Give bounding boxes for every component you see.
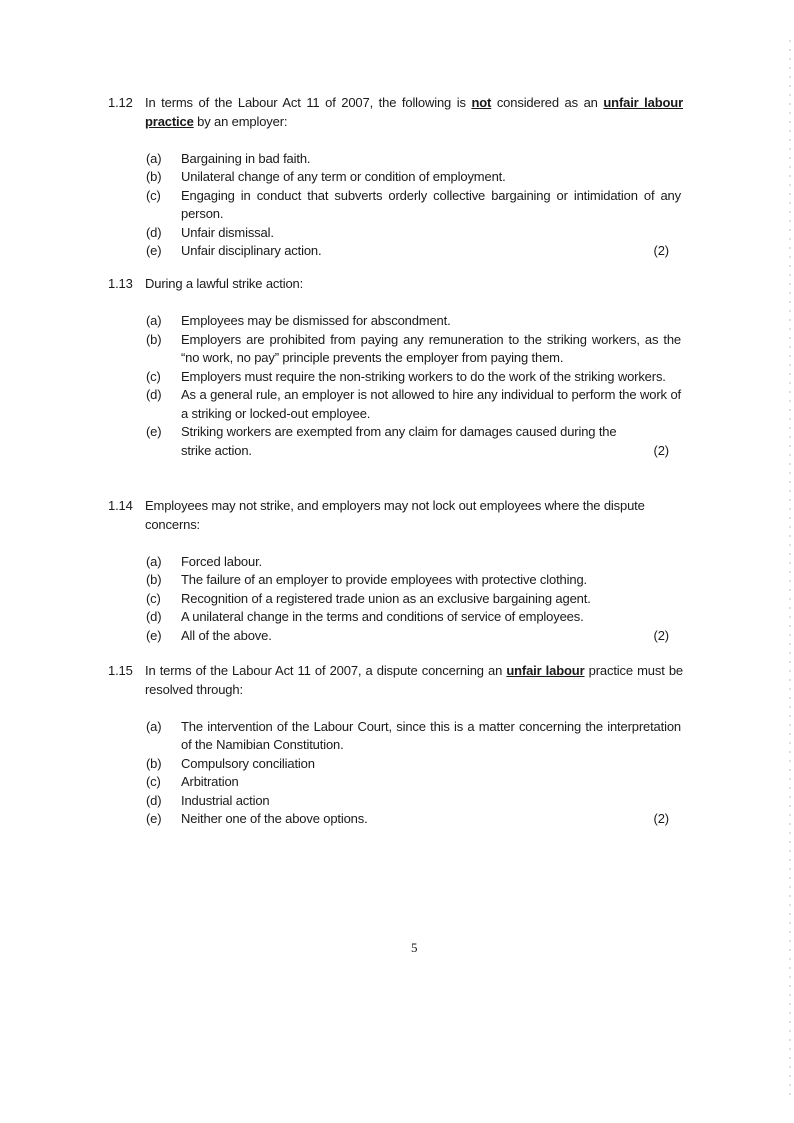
question-1-12 — [108, 94, 683, 261]
option-text: Forced labour. — [181, 553, 263, 569]
option-text: Recognition of a registered trade union as an exclusive bargaining agent. — [181, 590, 591, 606]
option-letter: (c) — [146, 590, 161, 606]
option-b — [146, 755, 683, 774]
option-text: All of the above. — [181, 627, 272, 643]
option-d — [146, 792, 683, 811]
stem-text: by an employer: — [193, 113, 288, 129]
option-text: Industrial action — [181, 792, 270, 808]
option-e — [146, 810, 683, 829]
stem-emphasis: not — [471, 95, 492, 110]
option-letter: (e) — [146, 243, 162, 258]
option-c — [146, 368, 683, 387]
option-letter: (b) — [146, 755, 162, 771]
option-a — [146, 312, 683, 331]
option-letter: (c) — [146, 774, 161, 789]
option-letter: (e) — [146, 627, 162, 643]
option-e — [146, 627, 683, 646]
option-text: Engaging in conduct that subverts orderly collective bargaining or intimidation of any person. — [181, 187, 681, 221]
option-c — [146, 773, 683, 792]
option-text: Bargaining in bad faith. — [181, 150, 311, 166]
option-c — [146, 187, 683, 224]
option-a — [146, 553, 683, 572]
option-text: Arbitration — [181, 774, 239, 789]
question-number: 1.13 — [108, 276, 133, 291]
question-1-13 — [108, 275, 683, 460]
option-letter: (e) — [146, 424, 162, 439]
option-text: As a general rule, an employer is not allowed to hire any individual to perform the work of a striking or locked-out employee. — [181, 387, 681, 421]
option-letter: (d) — [146, 387, 162, 402]
option-a — [146, 718, 683, 755]
option-b — [146, 168, 683, 187]
question-number: 1.12 — [108, 95, 133, 110]
marks-allocation: (2) — [653, 243, 669, 258]
question-1-14 — [108, 497, 683, 645]
marks-allocation: (2) — [653, 442, 669, 458]
options-list — [108, 718, 683, 829]
option-text: Employers are prohibited from paying any remuneration to the striking workers, as the “no work, no pay” principle prevents the employer from paying them. — [181, 331, 681, 365]
question-stem: Employees may not strike, and employers may not lock out employees where the dispute concerns: — [145, 498, 645, 532]
option-b — [146, 571, 683, 590]
option-text: Compulsory conciliation — [181, 755, 315, 771]
option-a — [146, 150, 683, 169]
option-e — [146, 242, 683, 261]
option-letter: (b) — [146, 331, 162, 347]
option-text: Neither one of the above options. — [181, 811, 368, 826]
question-number: 1.14 — [108, 498, 133, 513]
option-b — [146, 331, 683, 368]
option-text: A unilateral change in the terms and conditions of service of employees. — [181, 609, 584, 624]
option-letter: (e) — [146, 811, 162, 826]
stem-text: considered as an — [491, 95, 604, 110]
scan-margin-artifact — [789, 40, 791, 1100]
option-text: Unilateral change of any term or condition of employment. — [181, 169, 506, 184]
question-stem — [145, 94, 683, 131]
option-e — [146, 423, 683, 460]
option-letter: (c) — [146, 187, 161, 203]
option-text: Unfair disciplinary action. — [181, 243, 322, 258]
options-list — [108, 150, 683, 261]
option-d — [146, 224, 683, 243]
option-letter: (a) — [146, 718, 162, 734]
option-letter: (c) — [146, 368, 161, 384]
option-c — [146, 590, 683, 609]
option-letter: (d) — [146, 792, 162, 808]
stem-emphasis: unfair labour practice — [145, 95, 684, 129]
stem-text: In terms of the Labour Act 11 of 2007, the following is — [145, 95, 472, 110]
question-stem — [145, 662, 683, 699]
marks-allocation: (2) — [653, 627, 669, 643]
option-text: Striking workers are exempted from any claim for damages caused during the strike action. — [181, 424, 617, 458]
marks-allocation: (2) — [653, 811, 669, 826]
stem-text: In terms of the Labour Act 11 of 2007, a dispute concerning an — [145, 663, 507, 678]
option-letter: (a) — [146, 553, 162, 569]
option-d — [146, 386, 683, 423]
option-letter: (d) — [146, 609, 162, 624]
question-1-15 — [108, 662, 683, 829]
option-text: Employees may be dismissed for abscondment. — [181, 313, 451, 328]
page-number: 5 — [411, 940, 418, 955]
question-number: 1.15 — [108, 663, 133, 678]
option-letter: (a) — [146, 150, 162, 166]
option-d — [146, 608, 683, 627]
options-list — [108, 553, 683, 646]
option-text: Employers must require the non-striking workers to do the work of the striking workers. — [181, 368, 666, 384]
stem-emphasis: unfair labour — [506, 663, 585, 678]
question-stem: During a lawful strike action: — [145, 276, 304, 291]
stem-text: practice must be resolved through: — [145, 663, 683, 697]
options-list — [108, 312, 683, 460]
option-letter: (b) — [146, 169, 162, 184]
option-letter: (d) — [146, 224, 162, 240]
option-letter: (a) — [146, 313, 162, 328]
option-letter: (b) — [146, 572, 162, 587]
option-text: Unfair dismissal. — [181, 224, 274, 240]
option-text: The failure of an employer to provide employees with protective clothing. — [181, 572, 587, 587]
option-text: The intervention of the Labour Court, since this is a matter concerning the interpretation of the Namibian Constitution. — [181, 718, 681, 752]
